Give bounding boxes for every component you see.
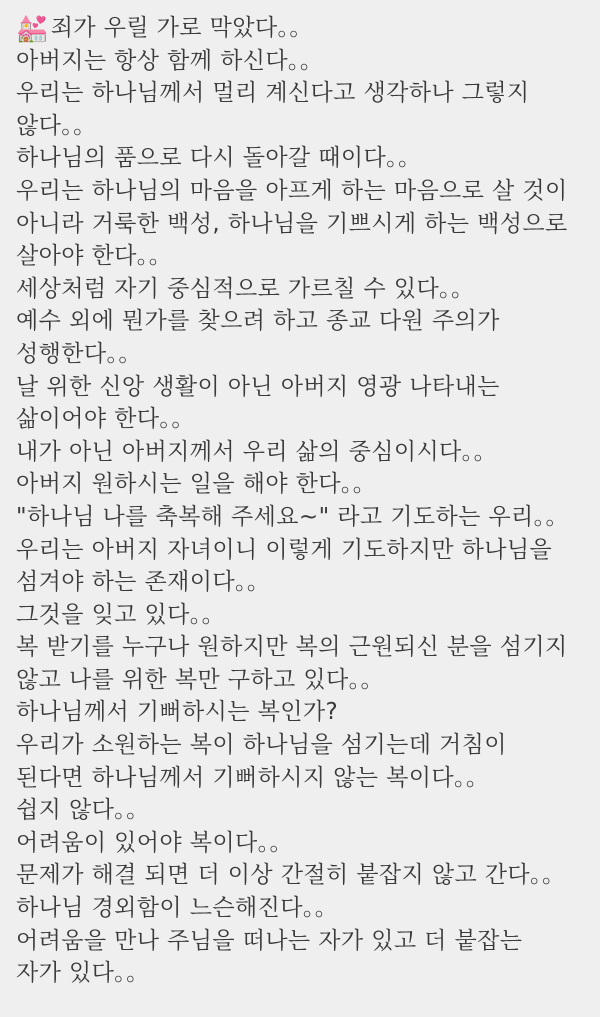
text-line: "하나님 나를 축복해 주세요~" 라고 기도하는 우리。。 bbox=[16, 503, 569, 530]
text-line: 세상처럼 자기 중심적으로 가르칠 수 있다。。 bbox=[16, 275, 475, 302]
text-line: 우리는 아버지 자녀이니 이렇게 기도하지만 하나님을 bbox=[16, 536, 553, 563]
text-line: 삶이어야 한다。。 bbox=[16, 406, 195, 433]
text-line: 날 위한 신앙 생활이 아닌 아버지 영광 나타내는 bbox=[16, 373, 500, 400]
text-line: 섬겨야 하는 존재이다。。 bbox=[16, 569, 271, 596]
text-line: 그것을 잊고 있다。。 bbox=[16, 601, 226, 628]
text-line: 문제가 해결 되면 더 이상 간절히 붙잡지 않고 간다。。 bbox=[16, 862, 566, 889]
text-line: 살아야 한다。。 bbox=[16, 243, 173, 270]
wedding-church-emoji: 💒 bbox=[16, 14, 49, 44]
text-line: 쉽지 않다。。 bbox=[16, 797, 150, 824]
text-line: 아니라 거룩한 백성, 하나님을 기쁘시게 하는 백성으로 bbox=[16, 210, 568, 237]
text-line: 자가 있다。。 bbox=[16, 960, 150, 987]
text-line: 예수 외에 뭔가를 찾으려 하고 종교 다원 주의가 bbox=[16, 308, 500, 335]
text-line bbox=[16, 12, 586, 45]
text-line: 복 받기를 누구나 원하지만 복의 근원되신 분을 섬기지 bbox=[16, 634, 568, 661]
text-line: 않다。。 bbox=[16, 112, 97, 139]
text-line: 어려움이 있어야 복이다。。 bbox=[16, 829, 293, 856]
text-line: 하나님의 품으로 다시 돌아갈 때이다。。 bbox=[16, 145, 422, 172]
text-line: 우리는 하나님께서 멀리 계신다고 생각하나 그렇지 bbox=[16, 80, 530, 107]
text-line: 않고 나를 위한 복만 구하고 있다。。 bbox=[16, 666, 384, 693]
text-line: 아버지는 항상 함께 하신다。。 bbox=[16, 47, 324, 74]
text-line: 성행한다。。 bbox=[16, 340, 142, 367]
text-line: 된다면 하나님께서 기뻐하시지 않는 복이다。。 bbox=[16, 764, 490, 791]
text-line: 어려움을 만나 주님을 떠나는 자가 있고 더 붙잡는 bbox=[16, 927, 523, 954]
text-line: 내가 아닌 아버지께서 우리 삶의 중심이시다。。 bbox=[16, 438, 497, 465]
text-line: 하나님 경외함이 느슨해진다。。 bbox=[16, 895, 339, 922]
text-line: 아버지 원하시는 일을 해야 한다。。 bbox=[16, 471, 377, 498]
text-line: 우리는 하나님의 마음을 아프게 하는 마음으로 살 것이 bbox=[16, 177, 568, 204]
text-line: 하나님께서 기뻐하시는 복인가? bbox=[16, 699, 339, 726]
text-line-content: 죄가 우릴 가로 막았다。。 bbox=[50, 15, 313, 41]
text-line: 우리가 소원하는 복이 하나님을 섬기는데 거침이 bbox=[16, 732, 507, 759]
